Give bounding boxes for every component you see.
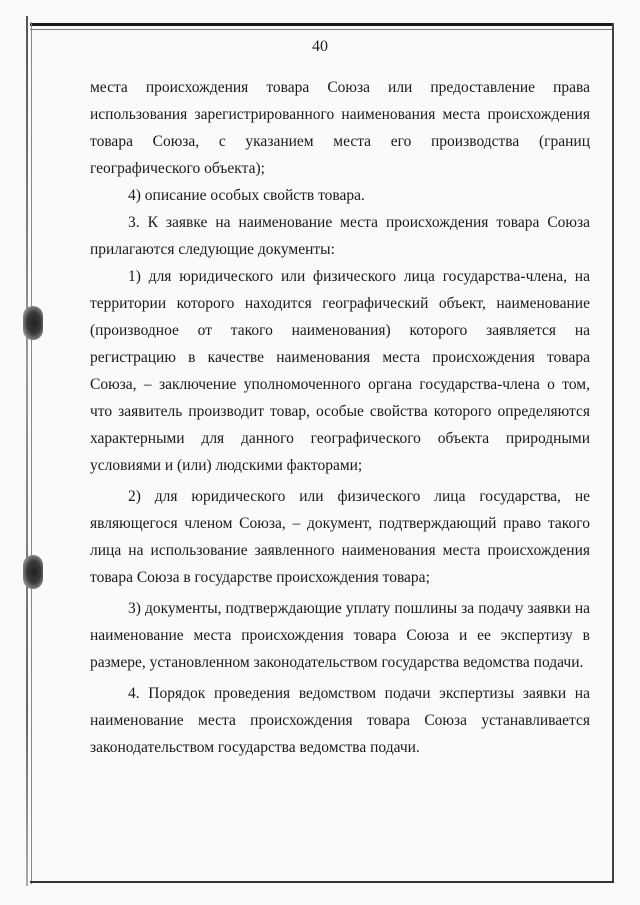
scan-border-left-inner bbox=[31, 22, 32, 884]
scan-border-top-inner bbox=[30, 29, 612, 30]
scan-border-left bbox=[26, 16, 28, 886]
paragraph-subitem-1: 1) для юридического или физического лица государства-члена, на территории которого находится географический объект, наименование (производное от такого наименования) которого заявляется на регистрацию в качестве наименования места происхождения товара Союза, – заключение уполномоченного органа государства-члена о том, что заявитель производит товар, особые свойства которого определяются характерными для данного географического объекта природными условиями и (или) людскими факторами; bbox=[90, 268, 590, 474]
scan-border-bottom bbox=[30, 881, 614, 883]
scan-border-top bbox=[30, 23, 612, 26]
paragraph-subitem-3: 3) документы, подтверждающие уплату пошлины за подачу заявки на наименование места происхождения товара Союза и ее экспертизу в размере, установленном законодательством государства ведомства подачи. bbox=[90, 600, 590, 671]
paragraph-subitem-2: 2) для юридического или физического лица государства, не являющегося членом Союза, – документ, подтверждающий право такого лица на использование заявленного наименования места происхождения товара Союза в государстве происхождения товара; bbox=[90, 488, 590, 586]
paragraph-continuation: места происхождения товара Союза или предоставление права использования зарегистрированного наименования места происхождения товара Союза, с указанием места его производства (границ географического объекта); bbox=[90, 79, 590, 177]
paragraph-section-3: 3. К заявке на наименование места происхождения товара Союза прилагаются следующие документы: bbox=[90, 214, 590, 258]
scan-border-right bbox=[612, 23, 614, 883]
page-number: 40 bbox=[312, 38, 328, 55]
paragraph-item-4: 4) описание особых свойств товара. bbox=[128, 187, 365, 204]
binder-hole-top bbox=[23, 306, 43, 340]
binder-hole-bottom bbox=[23, 555, 43, 589]
document-body bbox=[90, 74, 590, 761]
paragraph-section-4: 4. Порядок проведения ведомством подачи экспертизы заявки на наименование места происхождения товара Союза устанавливается законодательством государства ведомства подачи. bbox=[90, 685, 590, 756]
